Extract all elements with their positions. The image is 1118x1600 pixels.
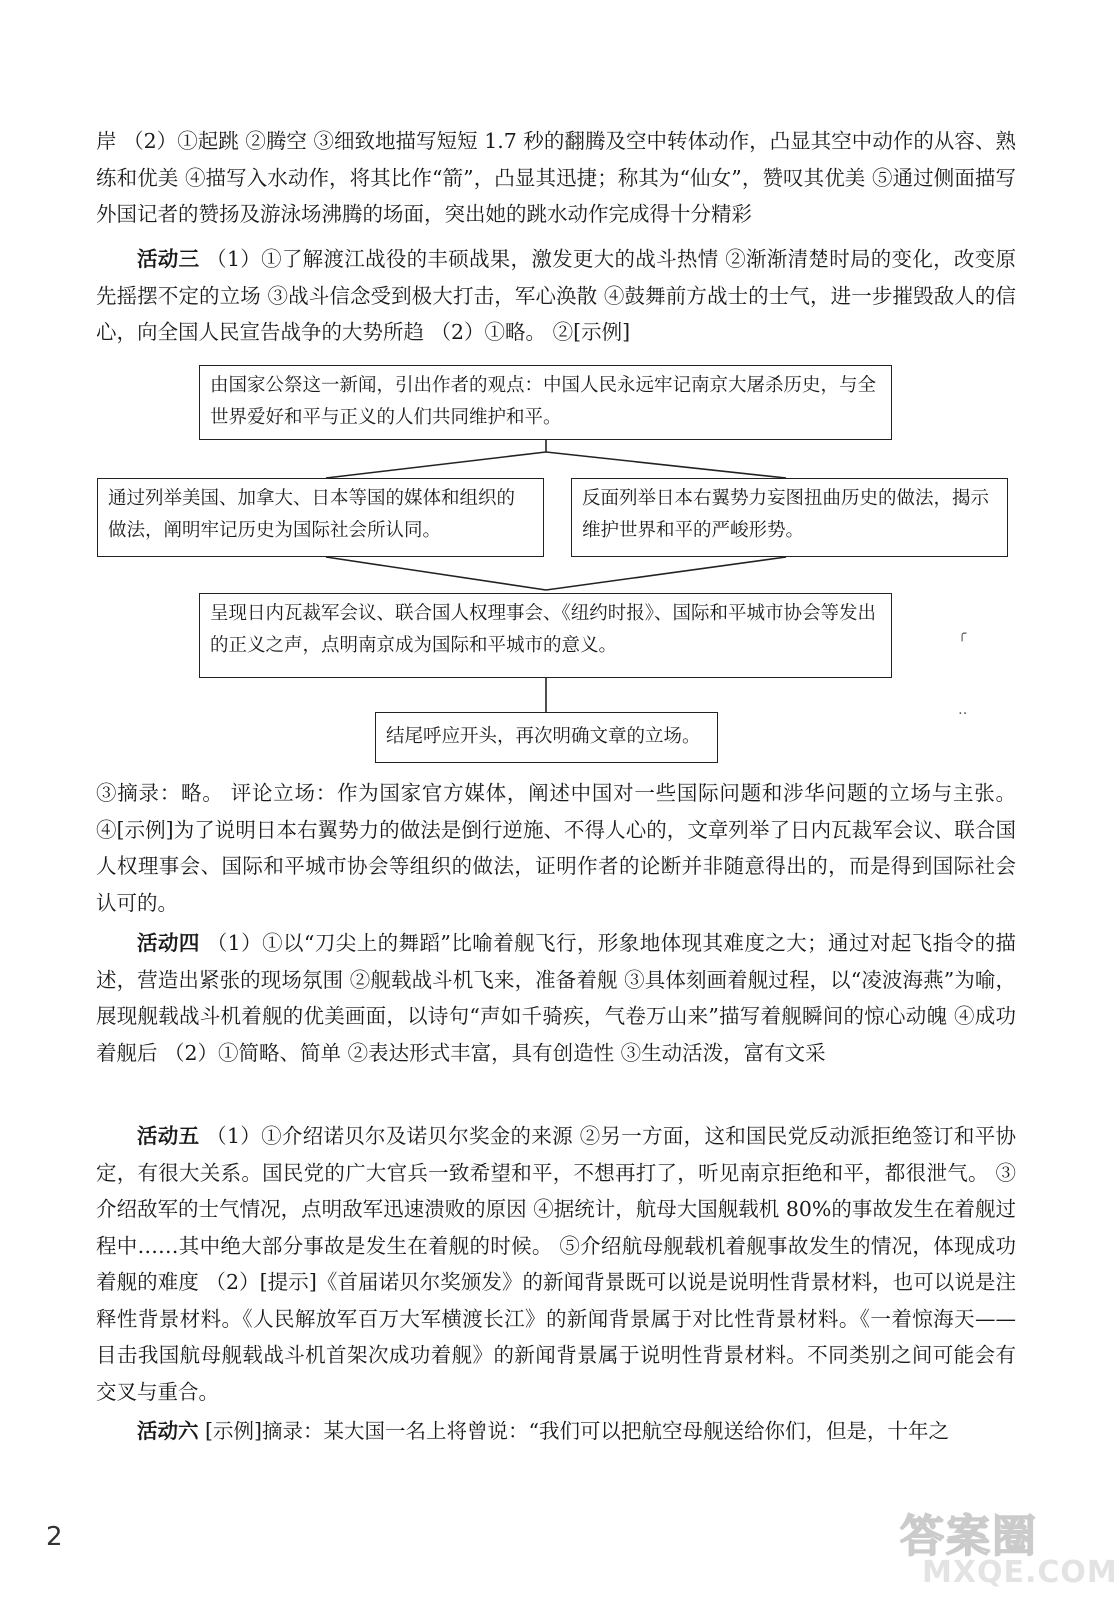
watermark-url: MXQE.COM: [922, 1555, 1118, 1590]
activity-6-heading: 活动六: [137, 1419, 199, 1443]
watermark-logo-text: 答案圈: [900, 1511, 1038, 1562]
watermark-logo: [900, 1500, 1118, 1595]
activity-3-heading: 活动三: [137, 247, 200, 271]
activity-5-paragraph: [96, 1118, 1016, 1410]
activity-4-text: （1）①以“刀尖上的舞蹈”比喻着舰飞行，形象地体现其难度之大；通过对起飞指令的描述，营造出紧张的现场氛围 ②舰载战斗机飞来，准备着舰 ③具体刻画着舰过程，以“凌波海燕”为喻，展现舰载战斗机着舰的优美画面，以诗句“声如千骑疾，气卷万山来”描写着舰瞬间的惊心动魄 ④成功着舰后 （2）①简略、简单 ②表达形式丰富，具有创造性 ③生动活泼，富有文采: [96, 931, 1016, 1065]
activity-6-paragraph: [96, 1413, 1016, 1450]
diagram-box-top: 由国家公祭这一新闻，引出作者的观点：中国人民永远牢记南京大屠杀历史，与全世界爱好和平与正义的人们共同维护和平。: [199, 365, 892, 440]
activity-4-heading: 活动四: [137, 931, 200, 955]
scan-mark: ╭: [958, 626, 967, 642]
paragraph-excerpt-stance: ③摘录：略。 评论立场：作为国家官方媒体，阐述中国对一些国际问题和涉华问题的立场与主张。 ④[示例]为了说明日本右翼势力的做法是倒行逆施、不得人心的，文章列举了日内瓦裁军会议、联合国人权理事会、国际和平城市协会等组织的做法，证明作者的论断并非随意得出的，而是得到国际社会认可的。: [96, 781, 1016, 915]
connector-right-mid: [546, 557, 786, 590]
connector-left-mid: [326, 557, 546, 590]
activity-5-text: （1）①介绍诺贝尔及诺贝尔奖金的来源 ②另一方面，这和国民党反动派拒绝签订和平协定，有很大关系。国民党的广大官兵一致希望和平，不想再打了，听见南京拒绝和平，都很泄气。 ③介绍敌军的士气情况，点明敌军迅速溃败的原因 ④据统计，航母大国舰载机 80%的事故发生在着舰过程中……其中绝大部分事故是发生在着舰的时候。 ⑤介绍航母舰载机着舰事故发生的情况，体现成功着舰的难度 （2）[提示]《首届诺贝尔奖颁发》的新闻背景既可以说是说明性背景材料，也可以说是注释性背景材料。《人民解放军百万大军横渡长江》的新闻背景属于对比性背景材料。《一着惊海天——目击我国航母舰载战斗机首架次成功着舰》的新闻背景属于说明性背景材料。不同类别之间可能会有交叉与重合。: [96, 1124, 1017, 1404]
diagram-box-left: 通过列举美国、加拿大、日本等国的媒体和组织的做法，阐明牢记历史为国际社会所认同。: [97, 478, 544, 557]
paragraph-intro: 岸 （2）①起跳 ②腾空 ③细致地描写短短 1.7 秒的翻腾及空中转体动作，凸显其空中动作的从容、熟练和优美 ④描写入水动作，将其比作“箭”，凸显其迅捷；称其为“仙女”，赞叹其优美 ⑤通过侧面描写外国记者的赞扬及游泳场沸腾的场面，突出她的跳水动作完成得十分精彩: [96, 129, 1016, 226]
diagram-box-right: 反面列举日本右翼势力妄图扭曲历史的做法，揭示维护世界和平的严峻形势。: [571, 478, 1008, 557]
connector-top-left: [326, 452, 546, 478]
activity-3-text: （1）①了解渡江战役的丰硕战果，激发更大的战斗热情 ②渐渐清楚时局的变化，改变原先摇摆不定的立场 ③战斗信念受到极大打击，军心涣散 ④鼓舞前方战士的士气，进一步摧毁敌人的信心，向全国人民宣告战争的大势所趋 （2）①略。 ②[示例]: [96, 247, 1017, 344]
scan-mark: ‥: [958, 702, 968, 718]
connector-top-right: [546, 452, 786, 478]
page-number: 2: [46, 1522, 63, 1552]
activity-4-paragraph: [96, 925, 1016, 1071]
diagram-box-middle: 呈现日内瓦裁军会议、联合国人权理事会、《纽约时报》、国际和平城市协会等发出的正义之声，点明南京成为国际和平城市的意义。: [199, 593, 892, 678]
diagram-box-bottom: 结尾呼应开头，再次明确文章的立场。: [375, 712, 718, 763]
activity-5-heading: 活动五: [137, 1124, 200, 1148]
activity-6-text: [示例]摘录：某大国一名上将曾说：“我们可以把航空母舰送给你们，但是，十年之: [198, 1419, 949, 1443]
